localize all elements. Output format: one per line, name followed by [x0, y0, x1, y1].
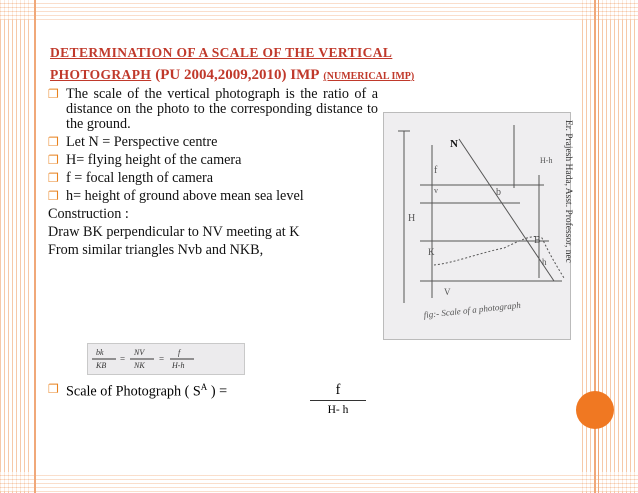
title-photograph: PHOTOGRAPH [50, 67, 152, 82]
svg-text:KB: KB [96, 361, 107, 370]
slide-body [48, 87, 378, 261]
bottom-stripe-decoration [0, 472, 638, 492]
svg-text:H-h: H-h [172, 361, 185, 370]
svg-text:NV: NV [134, 348, 145, 357]
bullet-marker-icon: ❐ [48, 87, 59, 101]
bullet-marker-icon: ❐ [48, 382, 59, 396]
handdrawn-diagram-photo [383, 112, 571, 340]
label-H: H [408, 213, 416, 224]
svg-text:f: f [178, 348, 181, 357]
top-stripe-decoration [0, 0, 638, 20]
title-numerical-tag: (NUMERICAL IMP) [323, 71, 415, 82]
figure-caption: fig:- Scale of a photograph [423, 299, 522, 320]
label-f: f [434, 165, 438, 176]
svg-text:NK: NK [134, 361, 145, 370]
bullet-marker-icon: ❐ [48, 135, 59, 149]
construction-step: Draw BK perpendicular to NV meeting at K [48, 224, 300, 240]
svg-text:bk: bk [96, 348, 104, 357]
scale-fraction [310, 382, 366, 416]
construction-label: Construction : [48, 206, 129, 222]
label-V: V [444, 287, 451, 297]
label-h: h [542, 257, 547, 267]
bullet-marker-icon: ❐ [48, 153, 59, 167]
label-K: K [428, 247, 435, 257]
label-v: v [434, 186, 438, 195]
left-stripe-decoration [0, 0, 30, 493]
label-B: B [534, 235, 541, 246]
equation-sketch [88, 344, 244, 374]
fraction-numerator: f [310, 382, 366, 401]
left-border-line [34, 0, 36, 493]
bullet-flying-height: ❐ H= flying height of the camera [48, 152, 242, 168]
bullet-marker-icon: ❐ [48, 171, 59, 185]
label-b: b [496, 187, 501, 198]
svg-text:=: = [159, 354, 165, 364]
label-H-minus-h: H-h [540, 156, 553, 165]
slide-title [50, 42, 580, 88]
bullet-focal-length: ❐ f = focal length of camera [48, 170, 214, 186]
similar-triangles-equation-image [87, 343, 245, 375]
title-line-1: DETERMINATION OF A SCALE OF THE VERTICAL [50, 45, 393, 60]
bullet-perspective-centre: ❐ Let N = Perspective centre [48, 134, 218, 150]
fraction-denominator: H- h [327, 404, 349, 416]
similar-triangles-text: From similar triangles Nvb and NKB, [48, 242, 264, 258]
author-watermark: Er. Prajesh Hada, Asst. Professor, nec [563, 120, 573, 263]
title-exam-ref: (PU 2004,2009,2010) IMP [155, 67, 320, 83]
bullet-ground-height: ❐ h= height of ground above mean sea level [48, 188, 304, 204]
label-N: N [450, 138, 458, 150]
svg-text:=: = [120, 354, 126, 364]
bullet-definition: ❐ The scale of the vertical photograph is the ratio of a distance on the photo to the corresponding distance to the ground. [48, 86, 378, 132]
scale-diagram [384, 113, 570, 339]
bullet-scale-of-photograph: ❐ Scale of Photograph ( $S^A$ ) = [48, 382, 228, 400]
bullet-marker-icon: ❐ [48, 189, 59, 203]
orange-circle-decoration [576, 391, 614, 429]
